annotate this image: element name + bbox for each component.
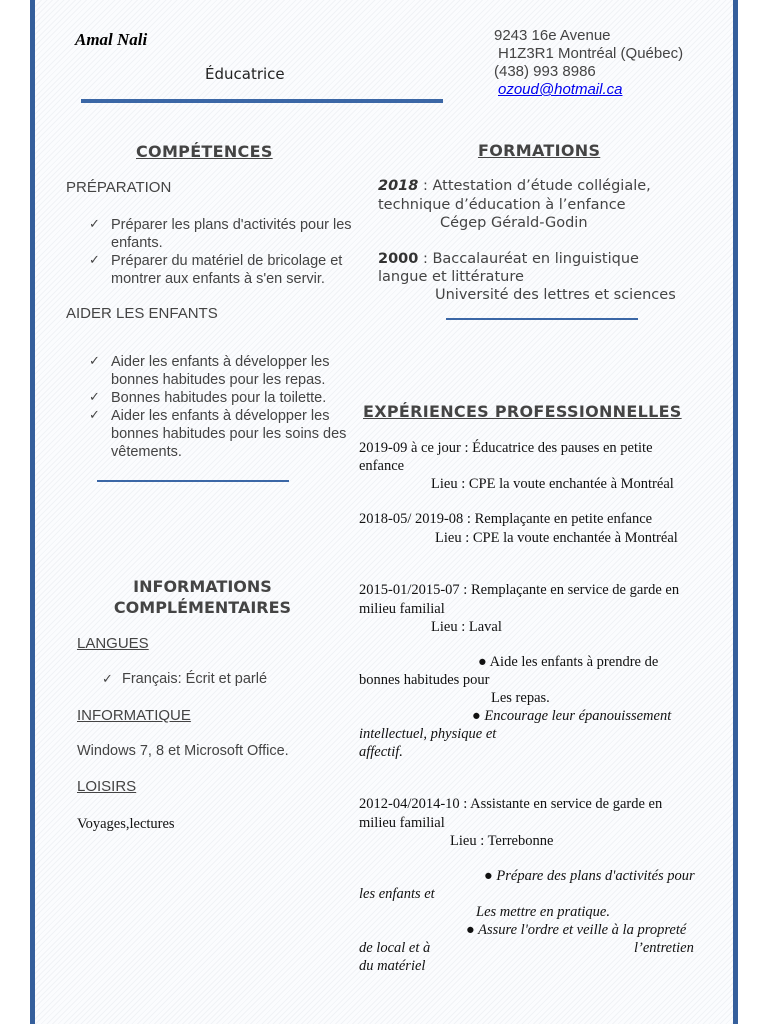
address-line2: H1Z3R1 Montréal (Québec) <box>498 45 684 62</box>
job-task-cont: affectif. <box>359 744 403 760</box>
job-location: Lieu : Terrebonne <box>450 833 554 849</box>
phone-number: (438) 993 8986 <box>494 63 596 80</box>
informatique-text: Windows 7, 8 et Microsoft Office. <box>77 743 289 759</box>
job-location: Lieu : CPE la voute enchantée à Montréal <box>431 476 674 492</box>
formation-degree-cont: langue et littérature <box>378 269 524 285</box>
info-heading-line1: INFORMATIONS <box>133 577 272 596</box>
job-task-cont: de local et à <box>359 940 431 956</box>
competences-heading: COMPÉTENCES <box>136 142 273 161</box>
langues-label: LANGUES <box>77 635 149 652</box>
formation-degree-cont: technique d’éducation à l’enfance <box>378 197 626 213</box>
experiences-heading: EXPÉRIENCES PROFESSIONNELLES <box>363 402 682 421</box>
checkmark-icon: ✓ <box>89 389 100 404</box>
langues-item: Français: Écrit et parlé <box>122 671 268 687</box>
list-item: Préparer du matériel de bricolage et montrer aux enfants à s'en servir. <box>111 253 343 287</box>
job-period-cont: enfance <box>359 458 405 474</box>
job-task-cont: l’entretien <box>634 940 694 956</box>
list-item: Préparer les plans d'activités pour les enfants. <box>111 217 352 251</box>
job-task-cont: Les repas. <box>491 690 550 706</box>
formation-year: 2000 <box>378 251 419 267</box>
job-task: ● Aide les enfants à prendre de <box>478 654 659 670</box>
job-task-cont: Les mettre en pratique. <box>476 904 610 920</box>
checkmark-icon: ✓ <box>89 252 100 267</box>
list-item: Aider les enfants à développer les bonnes habitudes pour les soins des vêtements. <box>111 408 347 460</box>
informatique-label: INFORMATIQUE <box>77 707 191 724</box>
list-item: Bonnes habitudes pour la toilette. <box>111 390 327 406</box>
job-period: 2018-05/ 2019-08 : Remplaçante en petite enfance <box>359 511 653 527</box>
job-period-cont: milieu familial <box>359 601 445 617</box>
job-period: 2015-01/2015-07 : Remplaçante en service de garde en <box>359 582 680 598</box>
address-line1: 9243 16e Avenue <box>494 27 611 44</box>
job-task-cont: intellectuel, physique et <box>359 726 497 742</box>
checkmark-icon: ✓ <box>89 353 100 368</box>
job-task-cont: les enfants et <box>359 886 435 902</box>
group-title-aider: AIDER LES ENFANTS <box>66 305 218 322</box>
candidate-title: Éducatrice <box>205 65 285 83</box>
job-period: 2012-04/2014-10 : Assistante en service de garde en <box>359 796 663 812</box>
info-heading-line2: COMPLÉMENTAIRES <box>113 598 292 617</box>
list-item: Aider les enfants à développer les bonnes habitudes pour les repas. <box>111 354 330 388</box>
job-period-cont: milieu familial <box>359 815 445 831</box>
group-title-preparation: PRÉPARATION <box>66 179 172 196</box>
job-task: ● Encourage leur épanouissement <box>472 708 672 724</box>
job-task-cont: du matériel <box>359 958 426 974</box>
checkmark-icon: ✓ <box>89 216 100 231</box>
job-task: ● Prépare des plans d'activités pour <box>484 868 695 884</box>
job-location: Lieu : Laval <box>431 619 502 635</box>
candidate-name: Amal Nali <box>75 30 148 49</box>
job-task-cont: bonnes habitudes pour <box>359 672 490 688</box>
resume-page <box>30 0 738 1024</box>
header-rule <box>81 99 443 103</box>
checkmark-icon: ✓ <box>102 671 113 686</box>
formation-school: Université des lettres et sciences <box>435 287 676 303</box>
formation-school: Cégep Gérald-Godin <box>440 215 588 231</box>
job-location: Lieu : CPE la voute enchantée à Montréal <box>435 530 678 546</box>
formation-line <box>378 178 651 194</box>
formation-degree: : Baccalauréat en linguistique <box>418 251 639 267</box>
formation-year: 2018 <box>378 178 419 194</box>
loisirs-text: Voyages,lectures <box>77 816 175 832</box>
job-period: 2019-09 à ce jour : Éducatrice des pauses en petite <box>359 440 653 456</box>
formations-heading: FORMATIONS <box>478 141 601 160</box>
loisirs-label: LOISIRS <box>77 778 137 795</box>
formation-degree: : Attestation d’étude collégiale, <box>422 178 651 194</box>
section-rule <box>446 318 638 320</box>
job-task: ● Assure l'ordre et veille à la propreté <box>466 922 687 938</box>
section-rule <box>97 480 289 482</box>
email-link[interactable]: ozoud@hotmail.ca <box>498 81 623 98</box>
checkmark-icon: ✓ <box>89 407 100 422</box>
formation-line <box>378 251 639 267</box>
